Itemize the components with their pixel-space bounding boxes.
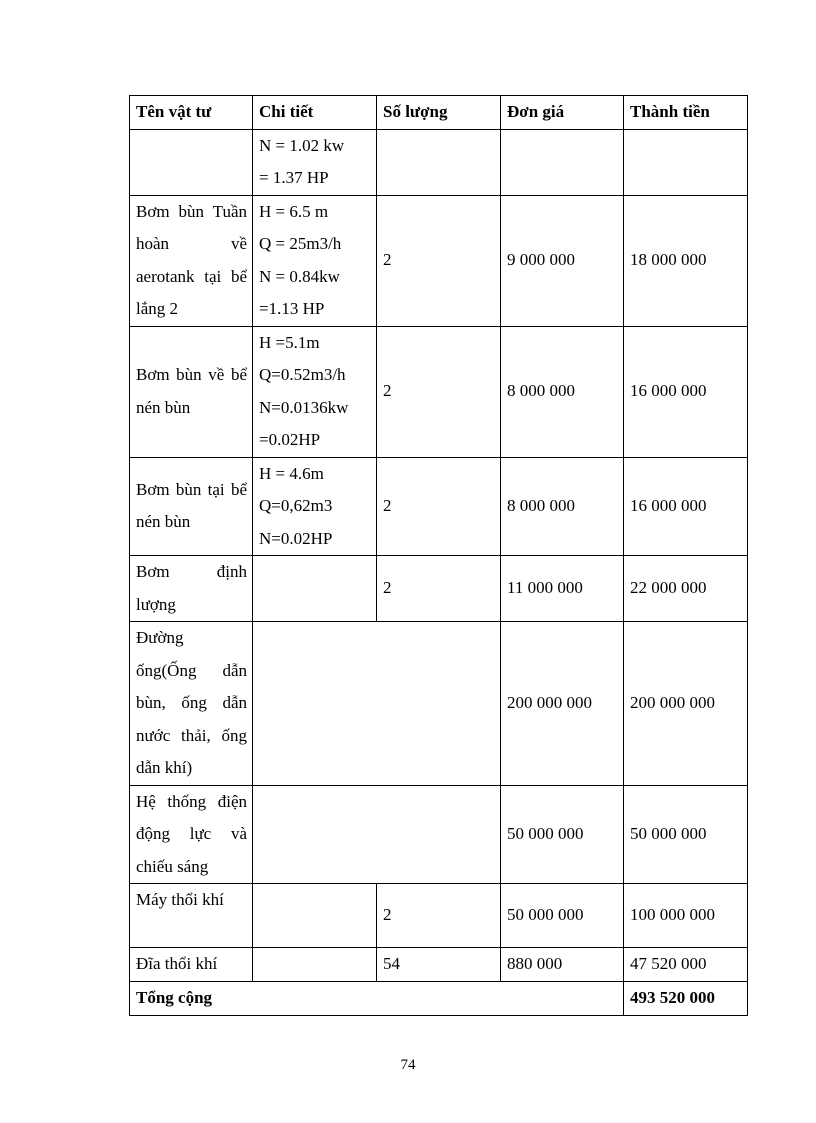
cell-detail: [253, 129, 377, 195]
cell-price: 11 000 000: [501, 556, 624, 622]
table-row: [130, 326, 748, 457]
table-row: [130, 556, 748, 622]
cell-qty: 2: [377, 326, 501, 457]
cell-total: 47 520 000: [624, 948, 748, 982]
cell-price: 50 000 000: [501, 785, 624, 884]
total-row: [130, 981, 748, 1015]
header-so-luong: Số lượng: [377, 96, 501, 130]
total-value: 493 520 000: [624, 981, 748, 1015]
cell-detail-merged: [253, 622, 501, 786]
header-thanh-tien: Thành tiền: [624, 96, 748, 130]
cell-price: 50 000 000: [501, 884, 624, 948]
detail-line: H =5.1m: [259, 332, 320, 352]
table-row: [130, 884, 748, 948]
table-row: [130, 948, 748, 982]
cell-detail: [253, 948, 377, 982]
cell-name: Đĩa thổi khí: [130, 948, 253, 982]
detail-line: Q = 25m3/h: [259, 234, 342, 253]
cell-total: 22 000 000: [624, 556, 748, 622]
cell-price: 9 000 000: [501, 195, 624, 326]
cell-total: 18 000 000: [624, 195, 748, 326]
cell-name: Bơm bùn tại bể nén bùn: [130, 457, 253, 556]
detail-line: N = 1.02 kw: [259, 135, 345, 155]
cell-qty: 54: [377, 948, 501, 982]
total-label: Tổng cộng: [130, 981, 624, 1015]
cell-name: Bơm định lượng: [130, 556, 253, 622]
table-row: [130, 457, 748, 556]
cell-qty: 2: [377, 195, 501, 326]
cell-name: Hệ thống điện động lực và chiếu sáng: [130, 785, 253, 884]
table-row: [130, 195, 748, 326]
cell-name: Đường ống(Ống dẫn bùn, ống dẫn nước thải, ống dẫn khí): [130, 622, 253, 786]
detail-line: Q=0,62m3: [259, 496, 333, 515]
header-ten-vat-tu: Tên vật tư: [130, 96, 253, 130]
header-don-gia: Đơn giá: [501, 96, 624, 130]
cell-name: Bơm bùn Tuần hoàn về aerotank tại bể lắng 2: [130, 195, 253, 326]
detail-line: H = 6.5 m: [259, 201, 329, 221]
detail-line: Q=0.52m3/h: [259, 365, 346, 384]
cell-qty: 2: [377, 884, 501, 948]
detail-line: H = 4.6m: [259, 463, 324, 483]
detail-line: =1.13 HP: [259, 299, 325, 318]
cell-qty: [377, 129, 501, 195]
cell-detail: [253, 326, 377, 457]
cell-detail: [253, 556, 377, 622]
cell-total: 16 000 000: [624, 457, 748, 556]
cell-price: 8 000 000: [501, 457, 624, 556]
detail-line: =0.02HP: [259, 430, 321, 449]
detail-line: N = 0.84kw: [259, 266, 340, 286]
detail-line: N=0.0136kw: [259, 397, 349, 417]
header-chi-tiet: Chi tiết: [253, 96, 377, 130]
table-row: [130, 129, 748, 195]
cell-name: Bơm bùn về bể nén bùn: [130, 326, 253, 457]
cost-table: [129, 95, 748, 1016]
cell-price: 880 000: [501, 948, 624, 982]
cell-price: [501, 129, 624, 195]
cell-price: 200 000 000: [501, 622, 624, 786]
detail-line: = 1.37 HP: [259, 168, 329, 187]
cell-detail: [253, 195, 377, 326]
detail-line: N=0.02HP: [259, 528, 333, 548]
cell-price: 8 000 000: [501, 326, 624, 457]
cell-detail: [253, 457, 377, 556]
cell-qty: 2: [377, 556, 501, 622]
cell-total: 100 000 000: [624, 884, 748, 948]
table-header-row: [130, 96, 748, 130]
cell-total: 50 000 000: [624, 785, 748, 884]
cell-qty: 2: [377, 457, 501, 556]
table-row: [130, 622, 748, 786]
cell-total: [624, 129, 748, 195]
table-row: [130, 785, 748, 884]
cell-detail-merged: [253, 785, 501, 884]
cell-detail: [253, 884, 377, 948]
cell-total: 16 000 000: [624, 326, 748, 457]
page-number: 74: [400, 1057, 416, 1073]
cell-name: Máy thổi khí: [130, 884, 253, 948]
cell-name: [130, 129, 253, 195]
cell-total: 200 000 000: [624, 622, 748, 786]
